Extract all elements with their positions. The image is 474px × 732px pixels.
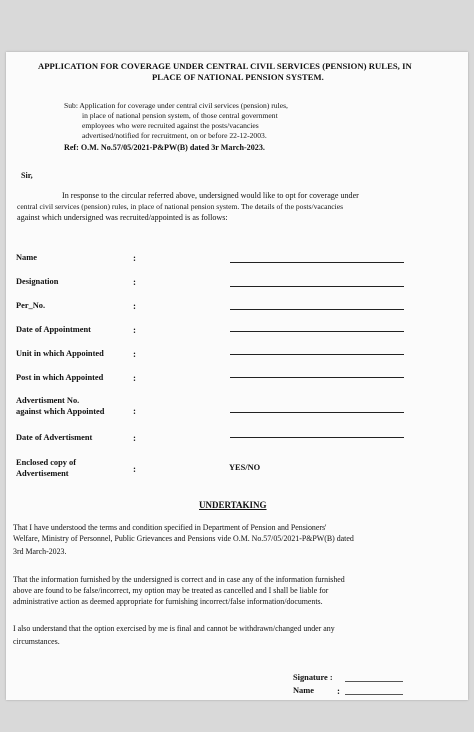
subject-line-2: in place of national pension system, of those central government <box>82 111 278 120</box>
undertaking-para2-line-3: administrative action as deemed appropriate for furnishing incorrect/false information/documents. <box>13 597 323 606</box>
date-of-appointment-input-line[interactable] <box>230 331 404 332</box>
field-label-advertisment-no: Advertisment No. <box>16 396 80 405</box>
subject-line-1: Sub: Application for coverage under central civil services (pension) rules, <box>64 101 288 110</box>
colon: : <box>133 277 136 287</box>
intro-line-1: In response to the circular referred above, undersigned would like to opt for coverage under <box>62 191 359 200</box>
field-label-date-of-advertisment: Date of Advertisment <box>16 433 93 442</box>
field-label-date-of-appointment: Date of Appointment <box>16 325 91 334</box>
colon: : <box>133 325 136 335</box>
name-input-line[interactable] <box>230 262 404 263</box>
colon: : <box>337 686 340 696</box>
salutation: Sir, <box>21 171 33 180</box>
signature-input-line[interactable] <box>345 681 403 682</box>
field-label-enclosed-copy-cont: Advertisement <box>16 469 69 478</box>
field-label-advertisment-no-cont: against which Appointed <box>16 407 105 416</box>
undertaking-heading: UNDERTAKING <box>199 500 267 510</box>
colon: : <box>133 253 136 263</box>
field-label-unit-appointed: Unit in which Appointed <box>16 349 104 358</box>
signature-label: Signature : <box>293 673 333 682</box>
undertaking-para3-line-1: I also understand that the option exercised by me is final and cannot be withdrawn/changed under any <box>13 624 335 633</box>
undertaking-para1-line-3: 3rd March-2023. <box>13 547 67 556</box>
signature-name-input-line[interactable] <box>345 694 403 695</box>
post-input-line[interactable] <box>230 377 404 378</box>
date-of-advertisment-input-line[interactable] <box>230 437 404 438</box>
document-title-line-2: PLACE OF NATIONAL PENSION SYSTEM. <box>152 72 324 82</box>
colon: : <box>133 464 136 474</box>
undertaking-para2-line-1: That the information furnished by the undersigned is correct and in case any of the information furnished <box>13 575 345 584</box>
undertaking-para1-line-2: Welfare, Ministry of Personnel, Public Grievances and Pensions vide O.M. No.57/05/2021-P&PW(B) dated <box>13 534 354 543</box>
field-label-name: Name <box>16 253 37 262</box>
undertaking-para2-line-2: above are found to be false/incorrect, my option may be treated as cancelled and I shall be liable for <box>13 586 329 595</box>
intro-line-3: against which undersigned was recruited/appointed is as follows: <box>17 213 228 222</box>
yes-no-option[interactable]: YES/NO <box>229 463 261 472</box>
field-label-enclosed-copy: Enclosed copy of <box>16 458 77 467</box>
field-label-post-appointed: Post in which Appointed <box>16 373 104 382</box>
colon: : <box>133 301 136 311</box>
colon: : <box>133 433 136 443</box>
reference-line: Ref: O.M. No.57/05/2021-P&PW(B) dated 3r March-2023. <box>64 143 265 152</box>
colon: : <box>133 373 136 383</box>
subject-line-4: advertised/notified for recruitment, on or before 22-12-2003. <box>82 131 267 140</box>
advertisment-no-input-line[interactable] <box>230 412 404 413</box>
unit-input-line[interactable] <box>230 354 404 355</box>
field-label-designation: Designation <box>16 277 59 286</box>
colon: : <box>133 349 136 359</box>
colon: : <box>133 406 136 416</box>
per-no-input-line[interactable] <box>230 309 404 310</box>
undertaking-para1-line-1: That I have understood the terms and condition specified in Department of Pension and Pensioners' <box>13 523 327 532</box>
designation-input-line[interactable] <box>230 286 404 287</box>
undertaking-para3-line-2: circumstances. <box>13 637 60 646</box>
document-title-line-1: APPLICATION FOR COVERAGE UNDER CENTRAL CIVIL SERVICES (PENSION) RULES, IN <box>38 61 412 71</box>
subject-line-3: employees who were recruited against the posts/vacancies <box>82 121 259 130</box>
intro-line-2: central civil services (pension) rules, in place of national pension system. The details of the posts/vacancies <box>17 202 344 211</box>
name-label: Name <box>293 686 314 695</box>
field-label-per-no: Per_No. <box>16 301 46 310</box>
